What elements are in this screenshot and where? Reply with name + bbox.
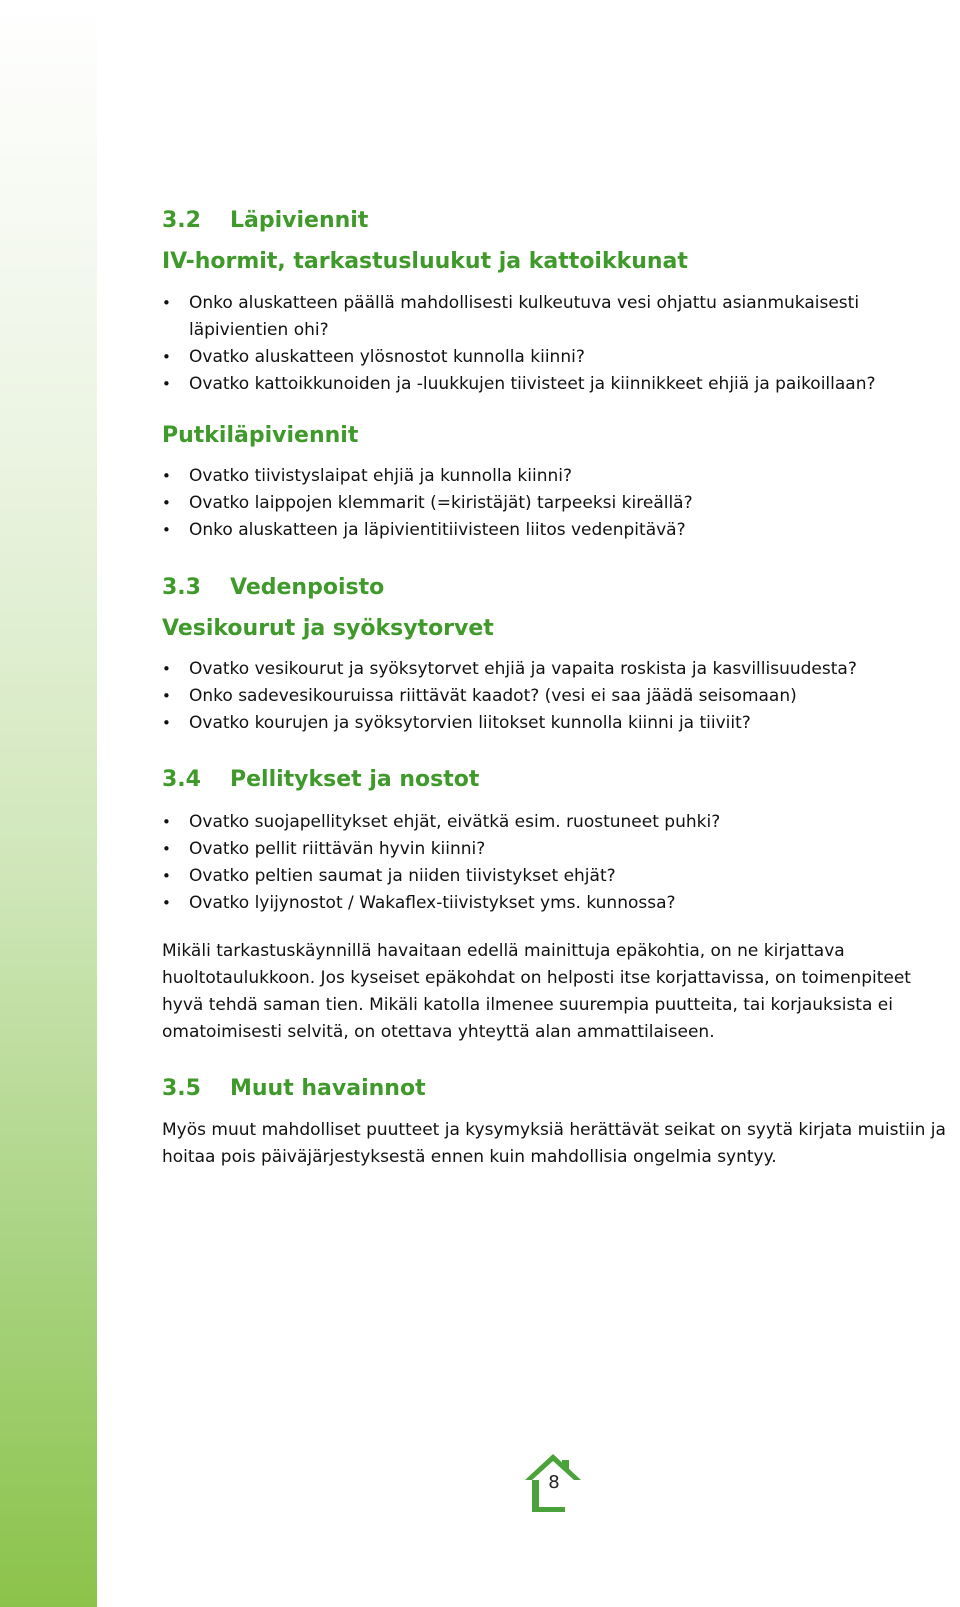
page-number: 8 bbox=[548, 1472, 560, 1493]
list-item: • Ovatko kourujen ja syöksytorvien liitokset kunnolla kiinni ja tiiviit? bbox=[162, 710, 952, 737]
section-number: 3.2 bbox=[162, 208, 201, 233]
list-item: • Onko sadevesikouruissa riittävät kaadot? (vesi ei saa jäädä seisomaan) bbox=[162, 683, 952, 710]
list-item: • Onko aluskatteen ja läpivientitiivisteen liitos vedenpitävä? bbox=[162, 517, 952, 544]
list-item: • Ovatko kattoikkunoiden ja -luukkujen tiivisteet ja kiinnikkeet ehjiä ja paikoillaan? bbox=[162, 371, 952, 398]
list-item: • Ovatko pellit riittävän hyvin kiinni? bbox=[162, 836, 952, 863]
subheading-putkilapiviennit: Putkiläpiviennit bbox=[162, 422, 359, 448]
section-number: 3.4 bbox=[162, 766, 201, 792]
subheading-iv-hormit: IV-hormit, tarkastusluukut ja kattoikkunat bbox=[162, 249, 688, 275]
list-item: • Ovatko laippojen klemmarit (=kiristäjät) tarpeeksi kireällä? bbox=[162, 490, 952, 517]
section-number: 3.3 bbox=[162, 575, 201, 601]
section-number: 3.5 bbox=[162, 1076, 201, 1102]
section-title: Läpiviennit bbox=[230, 208, 369, 233]
section-title: Vedenpoisto bbox=[230, 575, 385, 601]
bullet-list-putkilapiviennit bbox=[162, 463, 952, 544]
section-3-5-heading bbox=[162, 1076, 952, 1102]
decorative-sidebar bbox=[0, 0, 97, 1607]
list-item: • Ovatko aluskatteen ylösnostot kunnolla kiinni? bbox=[162, 344, 952, 371]
list-item: • Ovatko vesikourut ja syöksytorvet ehjiä ja vapaita roskista ja kasvillisuudesta? bbox=[162, 656, 952, 683]
section-title: Pellitykset ja nostot bbox=[230, 766, 480, 792]
subheading-vesikourut: Vesikourut ja syöksytorvet bbox=[162, 615, 494, 641]
list-item: • Ovatko lyijynostot / Wakaflex-tiivistykset yms. kunnossa? bbox=[162, 890, 952, 917]
section-3-3-heading bbox=[162, 575, 952, 601]
list-item: • Ovatko suojapellitykset ehjät, eivätkä esim. ruostuneet puhki? bbox=[162, 809, 952, 836]
list-item: • Ovatko tiivistyslaipat ehjiä ja kunnolla kiinni? bbox=[162, 463, 952, 490]
paragraph-muut-havainnot: Myös muut mahdolliset puutteet ja kysymyksiä herättävät seikat on syytä kirjata muistiin ja hoitaa pois päiväjärjestyksestä ennen kuin mahdollisia ongelmia syntyy. bbox=[162, 1119, 946, 1167]
section-3-4-heading bbox=[162, 767, 952, 793]
bullet-list-pellitykset bbox=[162, 809, 952, 917]
section-3-2-heading bbox=[162, 208, 952, 234]
paragraph-pellitykset-note: Mikäli tarkastuskäynnillä havaitaan edellä mainittuja epäkohtia, on ne kirjattava huoltotaulukkoon. Jos kyseiset epäkohdat on helposti itse korjattavissa, on toimenpiteet hyvä tehdä saman tien. Mikäli katolla ilmenee suurempia puutteita, tai korjauksista ei omatoimisesti selvitä, on otettava yhteyttä alan ammattilaiseen. bbox=[162, 941, 911, 1043]
list-item: • Onko aluskatteen päällä mahdollisesti kulkeutuva vesi ohjattu asianmukaisesti läpivientien ohi? bbox=[162, 290, 952, 344]
bullet-list-iv-hormit bbox=[162, 290, 952, 398]
section-title: Muut havainnot bbox=[230, 1076, 426, 1102]
document-content bbox=[162, 208, 952, 1171]
list-item: • Ovatko peltien saumat ja niiden tiivistykset ehjät? bbox=[162, 863, 952, 890]
bullet-list-vesikourut bbox=[162, 656, 952, 737]
